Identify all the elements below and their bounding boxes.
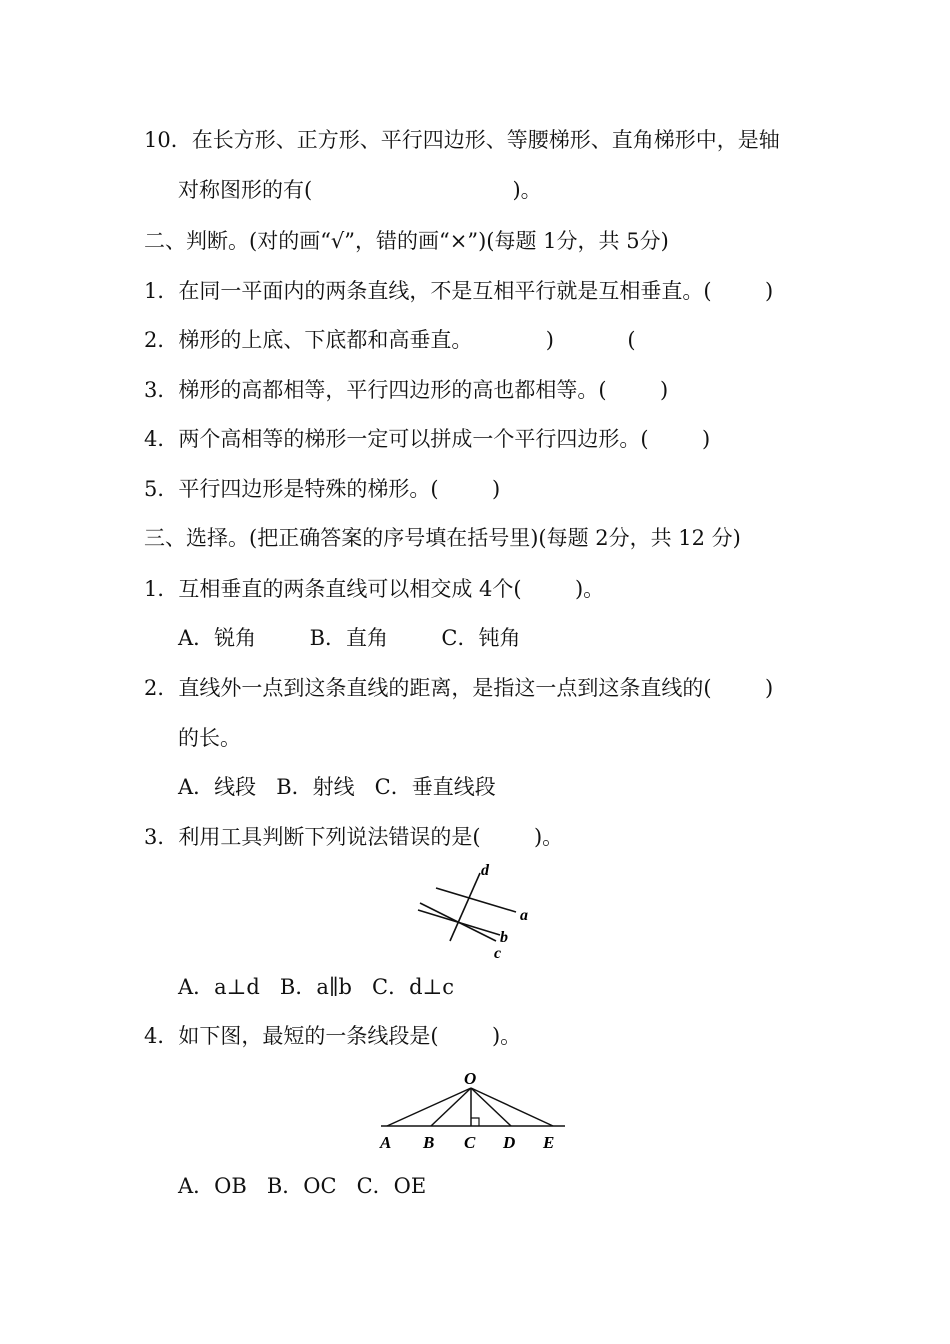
choice-item-2: 2．直线外一点到这条直线的距离，是指这一点到这条直线的( ) (144, 676, 774, 700)
choice-item-1-options: A．锐角 B．直角 C．钝角 (178, 626, 521, 650)
judge-item-3: 3．梯形的高都相等，平行四边形的高也都相等。( ) (144, 378, 669, 402)
question-text-2: 对称图形的有( )。 (178, 178, 542, 202)
section-heading-choice: 三、选择。(把正确答案的序号填在括号里)(每题 2分，共 12 分) (144, 526, 741, 550)
label-c: c (494, 945, 502, 962)
judge-item-1: 1．在同一平面内的两条直线，不是互相平行就是互相垂直。( ) (144, 279, 774, 303)
judge-item-2: 2．梯形的上底、下底都和高垂直。 ) ( (144, 328, 636, 352)
choice-item-3: 3．利用工具判断下列说法错误的是( )。 (144, 825, 564, 849)
line-c (420, 903, 496, 941)
choice-item-2-cont: 的长。 (178, 726, 241, 750)
segment-ob (431, 1088, 471, 1126)
label-b: b (500, 929, 508, 946)
question-text-1: 10．在长方形、正方形、平行四边形、等腰梯形、直角梯形中，是轴 (144, 128, 780, 152)
choice-item-4: 4．如下图，最短的一条线段是( )。 (144, 1024, 522, 1048)
choice-item-1: 1．互相垂直的两条直线可以相交成 4个( )。 (144, 577, 605, 601)
line-a (436, 888, 516, 912)
label-b-point: B (423, 1133, 435, 1152)
label-c-point: C (464, 1133, 476, 1152)
lines-figure (408, 855, 548, 965)
label-e-point: E (543, 1133, 555, 1152)
segments-figure (375, 1066, 575, 1156)
right-angle-mark (471, 1118, 479, 1126)
judge-item-5: 5．平行四边形是特殊的梯形。( ) (144, 477, 501, 501)
label-a: a (520, 907, 528, 924)
section-heading-judge: 二、判断。(对的画“√”，错的画“×”)(每题 1分，共 5分) (144, 229, 669, 253)
label-o: O (464, 1069, 477, 1088)
segment-oa (387, 1088, 471, 1126)
choice-item-2-options: A．线段 B．射线 C．垂直线段 (178, 775, 496, 799)
judge-item-4: 4．两个高相等的梯形一定可以拼成一个平行四边形。( ) (144, 427, 711, 451)
choice-item-3-options: A．a⊥d B．a∥b C．d⊥c (178, 975, 455, 999)
segment-od (471, 1088, 511, 1126)
choice-item-4-options: A．OB B．OC C．OE (178, 1174, 427, 1198)
label-a-point: A (380, 1133, 392, 1152)
segment-oe (471, 1088, 553, 1126)
label-d-point: D (503, 1133, 516, 1152)
label-d: d (481, 862, 489, 879)
